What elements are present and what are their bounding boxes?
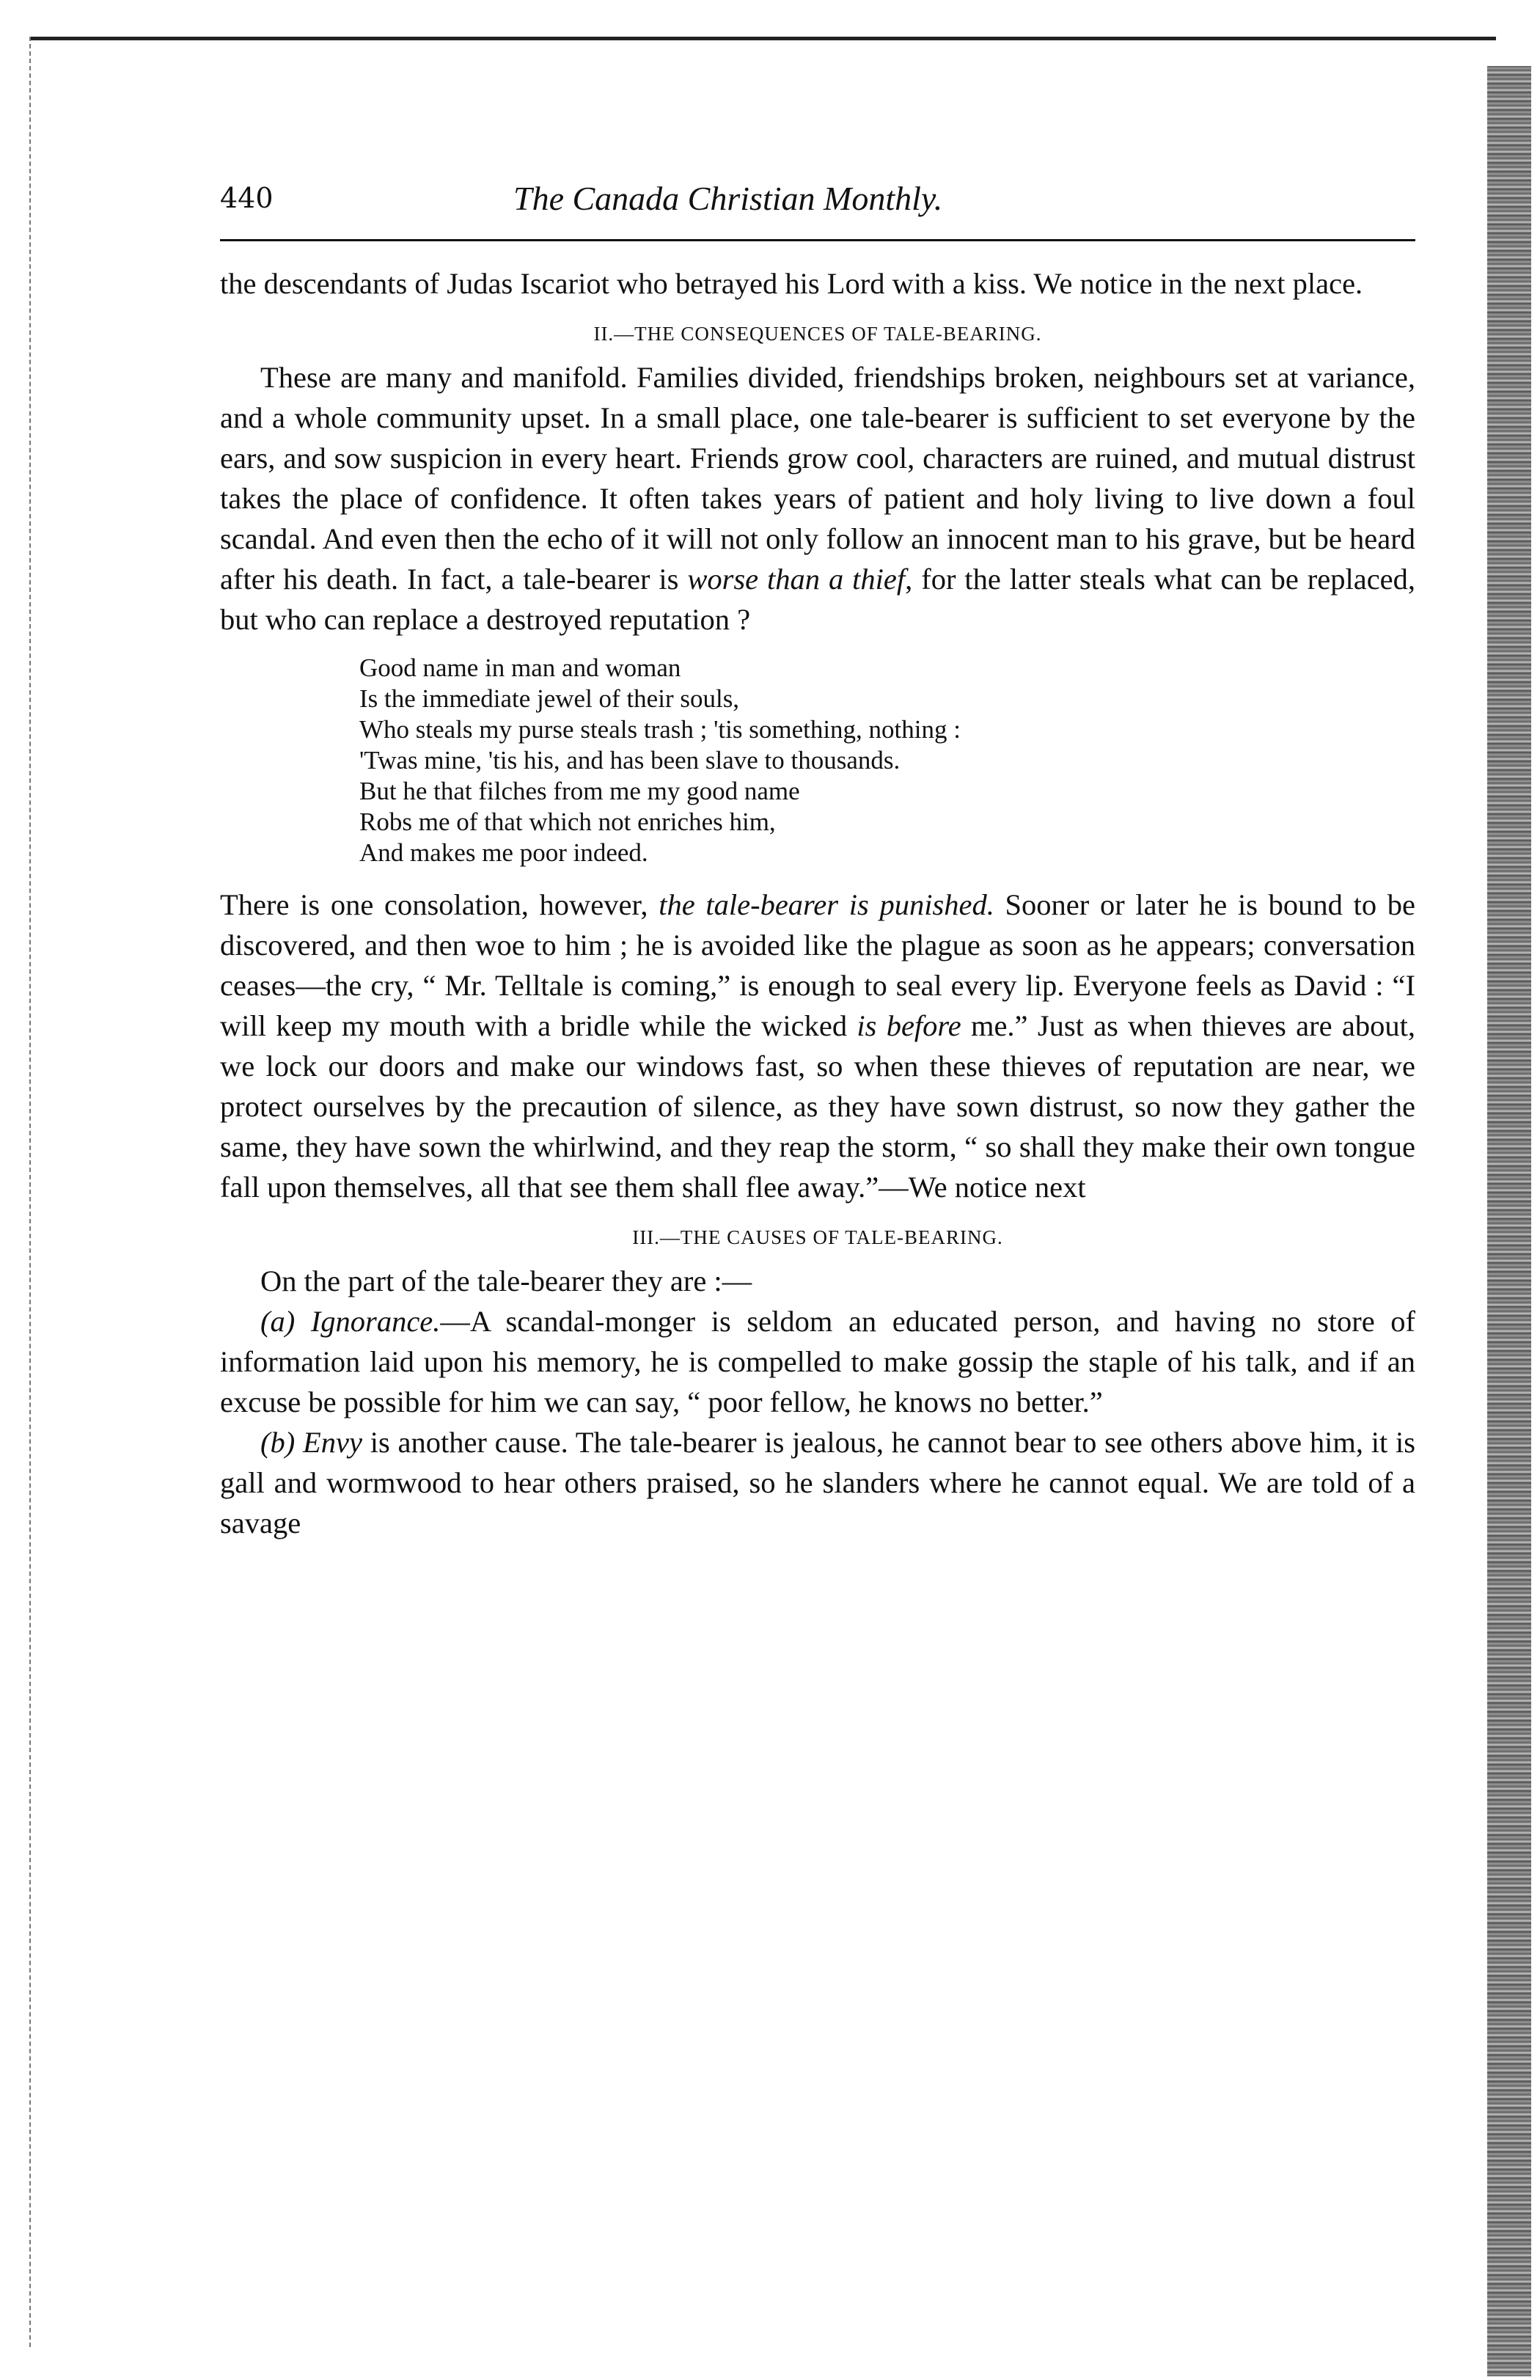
causes-intro: On the part of the tale-bearer they are :— [260, 1264, 752, 1297]
poem-line: Good name in man and woman [359, 653, 681, 682]
poem-line: And makes me poor indeed. [359, 838, 648, 867]
consolation-text-3: me.” Just as when thieves are about, we lock our doors and make our windows fast, so when these thieves of reputation are near, we protect ourselves by the precaution of silence, as they have sown distrust, so now they gather the same, they have sown the whirlwind, and they reap the storm, “ so shall they make their own tongue fall upon themselves, all that see them shall flee away.”—We notice next [220, 1009, 1415, 1204]
poem-line: Robs me of that which not enriches him, [359, 808, 776, 836]
consequences-paragraph [220, 357, 1415, 640]
cause-envy-label: (b) Envy [260, 1426, 362, 1459]
consolation-paragraph [220, 885, 1415, 1207]
cause-envy-paragraph [220, 1422, 1415, 1543]
header-rule [220, 239, 1415, 241]
poem-line: Is the immediate jewel of their souls, [359, 684, 740, 713]
page-body [220, 169, 1415, 1543]
poem-line: Who steals my purse steals trash ; 'tis something, nothing : [359, 715, 961, 744]
poem-line: 'Twas mine, 'tis his, and has been slave to thousands. [359, 746, 901, 775]
page-top-rule [29, 37, 1496, 40]
journal-title: The Canada Christian Monthly. [513, 180, 943, 217]
page-number: 440 [220, 182, 274, 214]
consequences-text-1: These are many and manifold. Families divided, friendships broken, neighbours set at variance, and a whole community upset. In a small place, one tale-bearer is sufficient to set everyone by the ears, and sow suspicion in every heart. Friends grow cool, characters are ruined, and mutual distrust takes the place of confidence. It often takes years of patient and holy living to live down a foul scandal. And even then the echo of it will not only follow an innocent man to his grave, but be heard after his death. In fact, a tale-bearer is [220, 361, 1415, 596]
consolation-emphasis: the tale-bearer is punished. [659, 888, 994, 921]
consequences-text-2: , for the latter steals what can be replaced, but who can replace a destroyed reputation ? [220, 563, 1416, 636]
consolation-text-1: There is one consolation, however, [220, 888, 659, 921]
consequences-emphasis: worse than a thief [687, 563, 906, 596]
cause-ignorance-text: —A scandal-monger is seldom an educated person, and having no store of information laid upon his memory, he is compelled to make gossip the staple of his talk, and if an excuse be possible for him we can say, “ poor fellow, he knows no better.” [220, 1305, 1415, 1418]
consolation-emphasis-2: is before [857, 1009, 961, 1042]
consolation-text-2: Sooner or later he is bound to be discovered, and then woe to him ; he is avoided like the plague as soon as he appears; conversation ceases—the cry, “ Mr. Telltale is coming,” is enough to seal every lip. Everyone feels as David : “I will keep my mouth with a bridle while the wicked [220, 888, 1416, 1042]
poem-line: But he that filches from me my good name [359, 777, 800, 805]
page-left-edge [29, 37, 31, 2347]
binding-edge [1487, 66, 1531, 2376]
section-heading-causes: III.—THE CAUSES OF TALE-BEARING. [632, 1226, 1003, 1248]
poem-quote [359, 653, 1415, 868]
section-heading-consequences: II.—THE CONSEQUENCES OF TALE-BEARING. [593, 323, 1042, 345]
cause-ignorance-paragraph [220, 1301, 1415, 1422]
cause-envy-text: is another cause. The tale-bearer is jealous, he cannot bear to see others above him, it is gall and wormwood to hear others praised, so he slanders where he cannot equal. We are told of a savage [220, 1426, 1416, 1539]
running-head [220, 169, 1415, 235]
opening-paragraph: the descendants of Judas Iscariot who betrayed his Lord with a kiss. We notice in the next place. [220, 267, 1363, 300]
cause-ignorance-label: (a) Ignorance. [260, 1305, 441, 1338]
